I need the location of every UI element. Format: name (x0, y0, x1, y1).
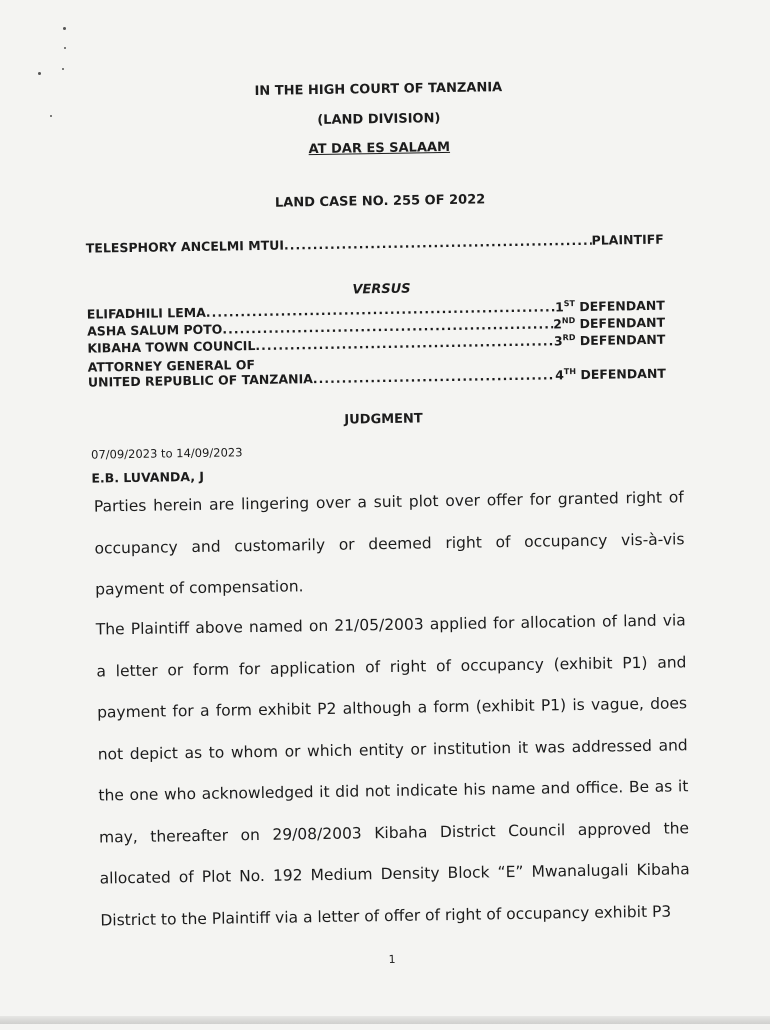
plaintiff-role: PLAINTIFF (591, 231, 664, 248)
defendant-name: ASHA SALUM POTO (87, 321, 223, 339)
scan-speck (64, 47, 66, 49)
leader-dots (284, 233, 592, 253)
plaintiff-line (86, 232, 664, 256)
page-number: 1 (388, 952, 396, 966)
scan-edge (0, 1016, 770, 1024)
paragraph-1: Parties herein are lingering over a suit plot over offer for granted right of occupancy and customarily or deemed right of occupancy vis-à-vis payment of compensation. (93, 488, 685, 599)
defendant-name: ELIFADHILI LEMA (86, 304, 206, 322)
defendant-name: KIBAHA TOWN COUNCIL (87, 338, 256, 356)
scan-speck (50, 115, 52, 117)
scan-speck (62, 68, 64, 70)
leader-dots (313, 367, 556, 386)
judge-name: E.B. LUVANDA, J (91, 468, 205, 486)
defendant-name: UNITED REPUBLIC OF TANZANIA (87, 371, 313, 390)
defendant-role: 2ND DEFENDANT (553, 314, 666, 332)
court-division: (LAND DIVISION) (317, 111, 441, 129)
court-name: IN THE HIGH COURT OF TANZANIA (254, 80, 503, 99)
paragraph-2: The Plaintiff above named on 21/05/2003 applied for allocation of land via a letter or form for application of right of occupancy (exhibit P1) and payment for a form exhibit P2 although a form (exhibit P1) is vague, does not depict as to whom or which entity or institution it was addressed and the one who acknowledged it did not indicate his name and office. Be as it may, thereafter on 29/08/2003 Kibaha District Council approved the allocated of Plot No. 192 Medium Density Block “E” Mwanalugali Kibaha District to the Plaintiff via a letter of offer of right of occupancy exhibit P3 (95, 611, 690, 930)
defendant-role: 4TH DEFENDANT (555, 365, 666, 383)
leader-dots (255, 333, 554, 353)
defendant-role: 3RD DEFENDANT (553, 331, 666, 349)
hearing-dates: 07/09/2023 to 14/09/2023 (90, 445, 243, 462)
defendant-role: 1ST DEFENDANT (554, 297, 665, 315)
plaintiff-name: TELESPHORY ANCELMI MTUI (85, 237, 285, 256)
defendant-4-name-line1: ATTORNEY GENERAL OF (87, 357, 256, 375)
scan-speck (38, 72, 41, 75)
scan-speck (63, 27, 66, 30)
court-location: AT DAR ES SALAAM (308, 139, 451, 158)
case-number: LAND CASE NO. 255 OF 2022 (274, 192, 486, 211)
section-title: JUDGMENT (344, 411, 423, 428)
versus-label: VERSUS (352, 281, 411, 298)
